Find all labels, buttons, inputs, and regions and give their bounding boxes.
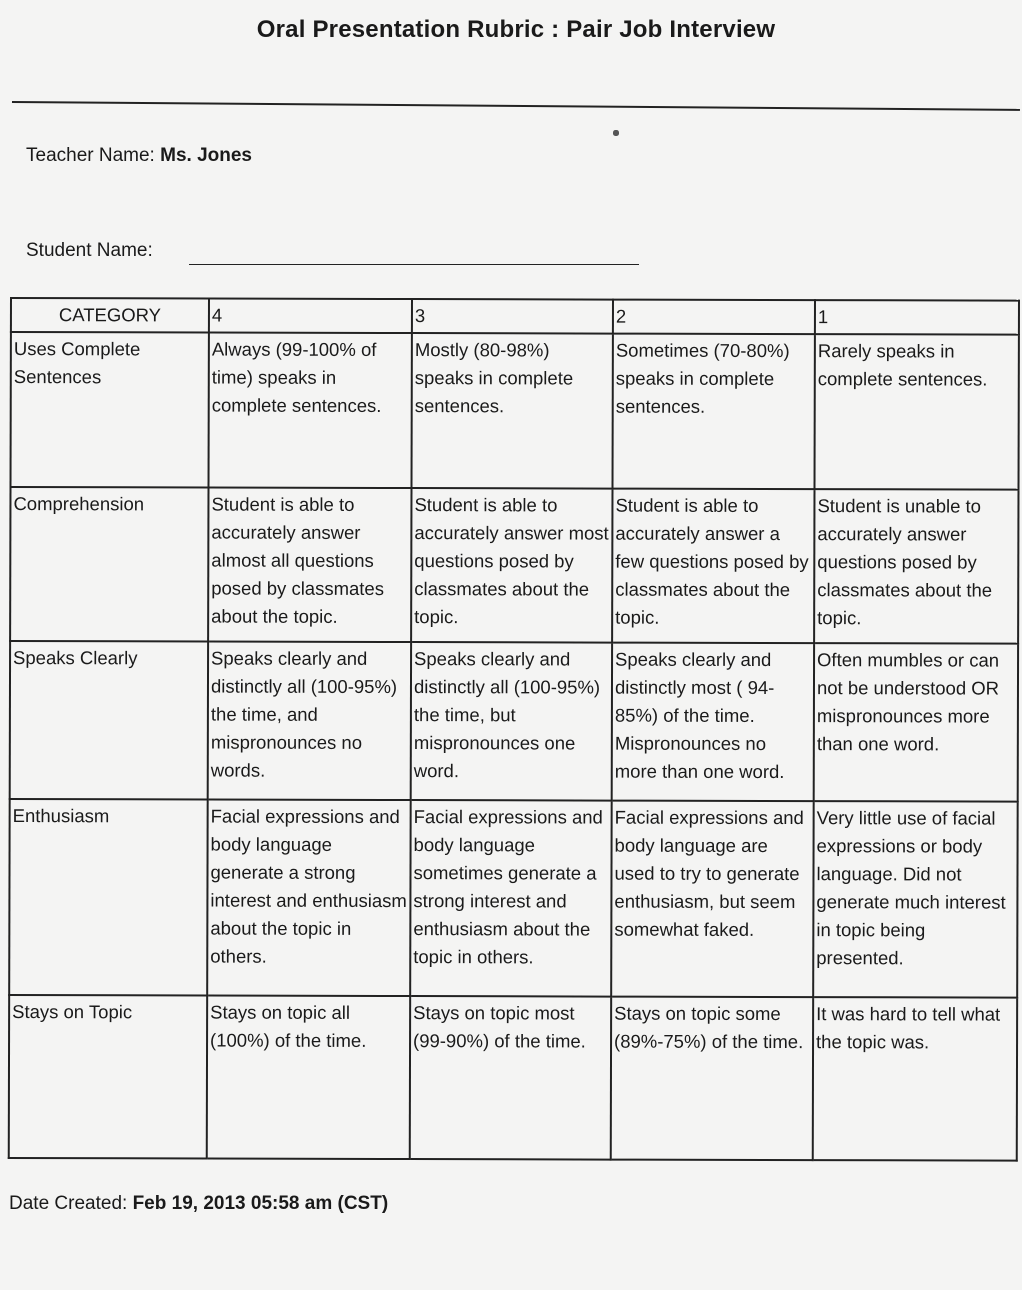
teacher-name-line bbox=[26, 145, 252, 167]
scan-speck bbox=[613, 130, 619, 136]
category-cell: Comprehension bbox=[10, 487, 208, 642]
rubric-table bbox=[8, 297, 1020, 1162]
page-title: Oral Presentation Rubric : Pair Job Interview bbox=[256, 16, 776, 43]
teacher-name: Ms. Jones bbox=[160, 145, 252, 166]
score-2-cell: Stays on topic some (89%-75%) of the time. bbox=[611, 997, 813, 1161]
rubric-row-speaks-clearly bbox=[10, 641, 1018, 802]
category-cell: Speaks Clearly bbox=[10, 641, 208, 800]
score-2-cell: Sometimes (70-80%) speaks in complete sentences. bbox=[613, 334, 815, 490]
header-score-3: 3 bbox=[412, 299, 613, 334]
rubric-row-stays-on-topic bbox=[9, 995, 1017, 1161]
score-3-cell: Stays on topic most (99-90%) of the time. bbox=[410, 996, 611, 1160]
score-3-cell: Mostly (80-98%) speaks in complete sentences. bbox=[412, 333, 613, 489]
header-score-4: 4 bbox=[209, 299, 412, 334]
category-cell: Enthusiasm bbox=[9, 799, 208, 996]
category-cell: Stays on Topic bbox=[9, 995, 207, 1159]
score-1-cell: Student is unable to accurately answer questions posed by classmates about the topic. bbox=[814, 489, 1018, 644]
date-label: Date Created: bbox=[9, 1193, 128, 1214]
header-score-1: 1 bbox=[815, 300, 1019, 335]
score-4-cell: Student is able to accurately answer almost all questions posed by classmates about the topic. bbox=[208, 488, 411, 643]
date-created-line bbox=[9, 1193, 388, 1215]
score-3-cell: Student is able to accurately answer most questions posed by classmates about the topic. bbox=[411, 488, 612, 643]
rubric-row-enthusiasm bbox=[9, 799, 1018, 998]
teacher-label: Teacher Name: bbox=[26, 145, 155, 166]
score-2-cell: Facial expressions and body language are used to try to generate enthusiasm, but seem somewhat faked. bbox=[611, 801, 814, 998]
score-4-cell: Always (99-100% of time) speaks in complete sentences. bbox=[209, 333, 412, 489]
score-4-cell: Stays on topic all (100%) of the time. bbox=[207, 996, 410, 1160]
header-category: CATEGORY bbox=[11, 298, 209, 333]
score-1-cell: Rarely speaks in complete sentences. bbox=[814, 334, 1018, 490]
category-cell: Uses Complete Sentences bbox=[11, 332, 209, 488]
student-name-label: Student Name: bbox=[26, 240, 153, 261]
rubric-row-comprehension bbox=[10, 487, 1018, 644]
score-4-cell: Speaks clearly and distinctly all (100-95%) the time, and mispronounces no words. bbox=[208, 642, 411, 801]
rubric-row-complete-sentences bbox=[11, 332, 1019, 490]
rubric-header-row bbox=[11, 298, 1019, 335]
score-1-cell: It was hard to tell what the topic was. bbox=[813, 997, 1017, 1161]
score-3-cell: Facial expressions and body language sometimes generate a strong interest and enthusiasm about the topic in others. bbox=[410, 800, 612, 997]
score-1-cell: Often mumbles or can not be understood OR mispronounces more than one word. bbox=[814, 643, 1018, 802]
header-score-2: 2 bbox=[613, 300, 815, 335]
score-2-cell: Student is able to accurately answer a few questions posed by classmates about the topic. bbox=[612, 489, 814, 644]
score-4-cell: Facial expressions and body language generate a strong interest and enthusiasm about the topic in others. bbox=[207, 800, 411, 997]
score-1-cell: Very little use of facial expressions or body language. Did not generate much interest in topic being presented. bbox=[813, 801, 1018, 998]
date-value: Feb 19, 2013 05:58 am (CST) bbox=[132, 1193, 389, 1214]
score-2-cell: Speaks clearly and distinctly most ( 94-85%) of the time. Mispronounces no more than one word. bbox=[612, 643, 814, 802]
student-name-blank bbox=[189, 264, 639, 265]
title-divider bbox=[12, 101, 1020, 111]
score-3-cell: Speaks clearly and distinctly all (100-95%) the time, but mispronounces one word. bbox=[411, 642, 612, 801]
